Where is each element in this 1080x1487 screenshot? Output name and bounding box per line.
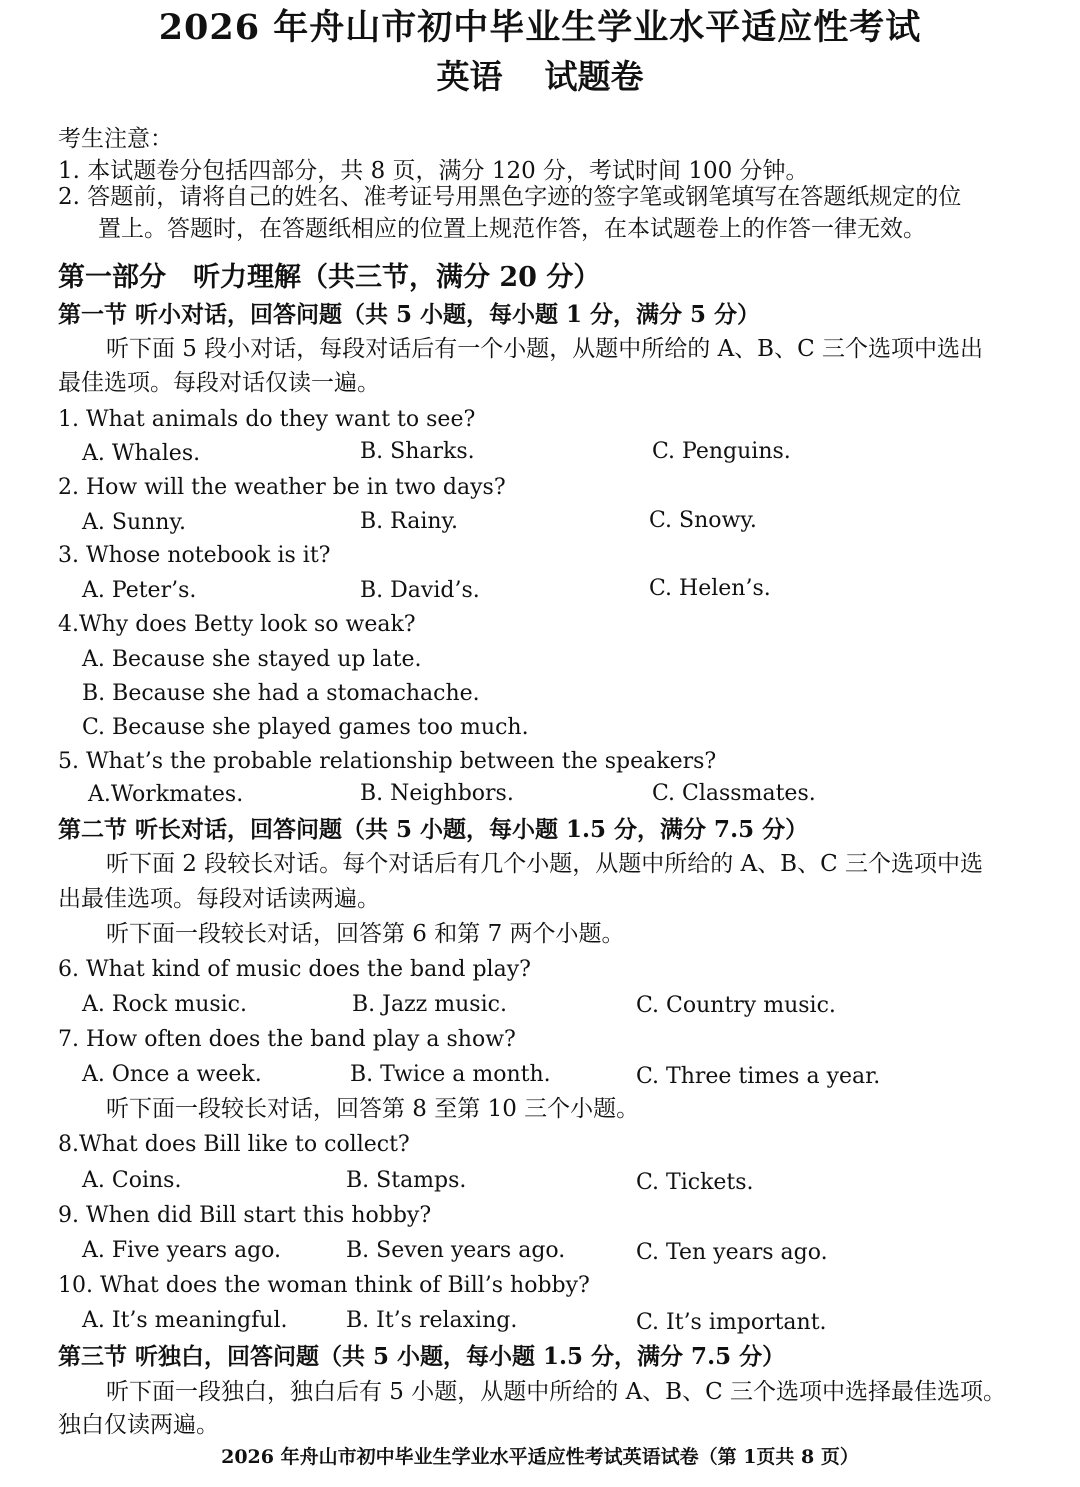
q3-option-a: A. Peter’s. xyxy=(82,578,197,603)
question-6: 6. What kind of music does the band play? xyxy=(58,957,531,982)
q5-option-a: A.Workmates. xyxy=(88,782,244,807)
notice-item-1: 1. 本试题卷分包括四部分，共 8 页，满分 120 分，考试时间 100 分钟。 xyxy=(58,158,809,184)
q3-option-c: C. Helen’s. xyxy=(649,576,771,601)
q7-option-b: B. Twice a month. xyxy=(350,1062,551,1087)
q6-option-b: B. Jazz music. xyxy=(352,992,507,1017)
q9-option-a: A. Five years ago. xyxy=(82,1238,282,1263)
paper-subtitle xyxy=(0,57,1080,96)
q8-option-c: C. Tickets. xyxy=(636,1170,754,1195)
question-5: 5. What’s the probable relationship between the speakers? xyxy=(58,749,717,774)
part1-heading: 第一部分 听力理解（共三节，满分 20 分） xyxy=(58,262,601,293)
section3-instruction: 听下面一段独白，独白后有 5 小题，从题中所给的 A、B、C 三个选项中选择最佳选项。 xyxy=(106,1379,1006,1405)
q2-option-c: C. Snowy. xyxy=(649,508,757,533)
q1-option-b: B. Sharks. xyxy=(360,439,475,464)
section1-instruction-cont: 最佳选项。每段对话仅读一遍。 xyxy=(58,370,380,396)
q8-option-a: A. Coins. xyxy=(82,1168,182,1193)
page-footer: 2026 年舟山市初中毕业生学业水平适应性考试英语试卷（第 1页共 8 页） xyxy=(221,1446,859,1468)
section2-instruction: 听下面 2 段较长对话。每个对话后有几个小题，从题中所给的 A、B、C 三个选项中选 xyxy=(106,851,983,877)
q2-option-b: B. Rainy. xyxy=(360,509,459,534)
q4-option-c: C. Because she played games too much. xyxy=(82,715,529,740)
notice-heading: 考生注意： xyxy=(58,126,173,152)
q9-option-b: B. Seven years ago. xyxy=(346,1238,566,1263)
dialog2-intro: 听下面一段较长对话，回答第 8 至第 10 三个小题。 xyxy=(106,1096,640,1122)
q7-option-a: A. Once a week. xyxy=(82,1062,262,1087)
dialog1-intro: 听下面一段较长对话，回答第 6 和第 7 两个小题。 xyxy=(106,921,625,947)
q8-option-b: B. Stamps. xyxy=(346,1168,467,1193)
q4-option-b: B. Because she had a stomachache. xyxy=(82,681,480,706)
question-1: 1. What animals do they want to see? xyxy=(58,407,476,432)
q10-option-a: A. It’s meaningful. xyxy=(82,1308,288,1333)
section2-instruction-cont: 出最佳选项。每段对话读两遍。 xyxy=(58,886,380,912)
section2-heading: 第二节 听长对话，回答问题（共 5 小题，每小题 1.5 分，满分 7.5 分） xyxy=(58,816,809,843)
question-8: 8.What does Bill like to collect? xyxy=(58,1132,410,1157)
question-3: 3. Whose notebook is it? xyxy=(58,543,331,568)
q7-option-c: C. Three times a year. xyxy=(636,1064,881,1089)
question-2: 2. How will the weather be in two days? xyxy=(58,475,506,500)
q5-option-c: C. Classmates. xyxy=(652,781,816,806)
notice-item-2-cont: 置上。答题时，在答题纸相应的位置上规范作答，在本试题卷上的作答一律无效。 xyxy=(98,216,926,242)
q2-option-a: A. Sunny. xyxy=(82,510,186,535)
q10-option-c: C. It’s important. xyxy=(636,1310,827,1335)
q4-option-a: A. Because she stayed up late. xyxy=(82,647,422,672)
q6-option-a: A. Rock music. xyxy=(82,992,247,1017)
subject-label: 英语 xyxy=(436,57,503,96)
section3-instruction-cont: 独白仅读两遍。 xyxy=(58,1412,219,1438)
question-9: 9. When did Bill start this hobby? xyxy=(58,1203,432,1228)
q1-option-c: C. Penguins. xyxy=(652,439,791,464)
question-4: 4.Why does Betty look so weak? xyxy=(58,612,416,637)
q5-option-b: B. Neighbors. xyxy=(360,781,514,806)
notice-item-2: 2. 答题前，请将自己的姓名、准考证号用黑色字迹的签字笔或钢笔填写在答题纸规定的位 xyxy=(58,184,962,210)
section1-heading: 第一节 听小对话，回答问题（共 5 小题，每小题 1 分，满分 5 分） xyxy=(58,301,761,328)
q6-option-c: C. Country music. xyxy=(636,993,836,1018)
exam-title: 2026 年舟山市初中毕业生学业水平适应性考试 xyxy=(158,7,922,48)
question-10: 10. What does the woman think of Bill’s hobby? xyxy=(58,1273,590,1298)
q3-option-b: B. David’s. xyxy=(360,578,480,603)
section3-heading: 第三节 听独白，回答问题（共 5 小题，每小题 1.5 分，满分 7.5 分） xyxy=(58,1343,786,1370)
q9-option-c: C. Ten years ago. xyxy=(636,1240,828,1265)
q1-option-a: A. Whales. xyxy=(82,441,201,466)
question-7: 7. How often does the band play a show? xyxy=(58,1027,516,1052)
section1-instruction: 听下面 5 段小对话，每段对话后有一个小题，从题中所给的 A、B、C 三个选项中选出 xyxy=(106,336,983,362)
q10-option-b: B. It’s relaxing. xyxy=(346,1308,518,1333)
paper-label: 试题卷 xyxy=(544,57,644,96)
